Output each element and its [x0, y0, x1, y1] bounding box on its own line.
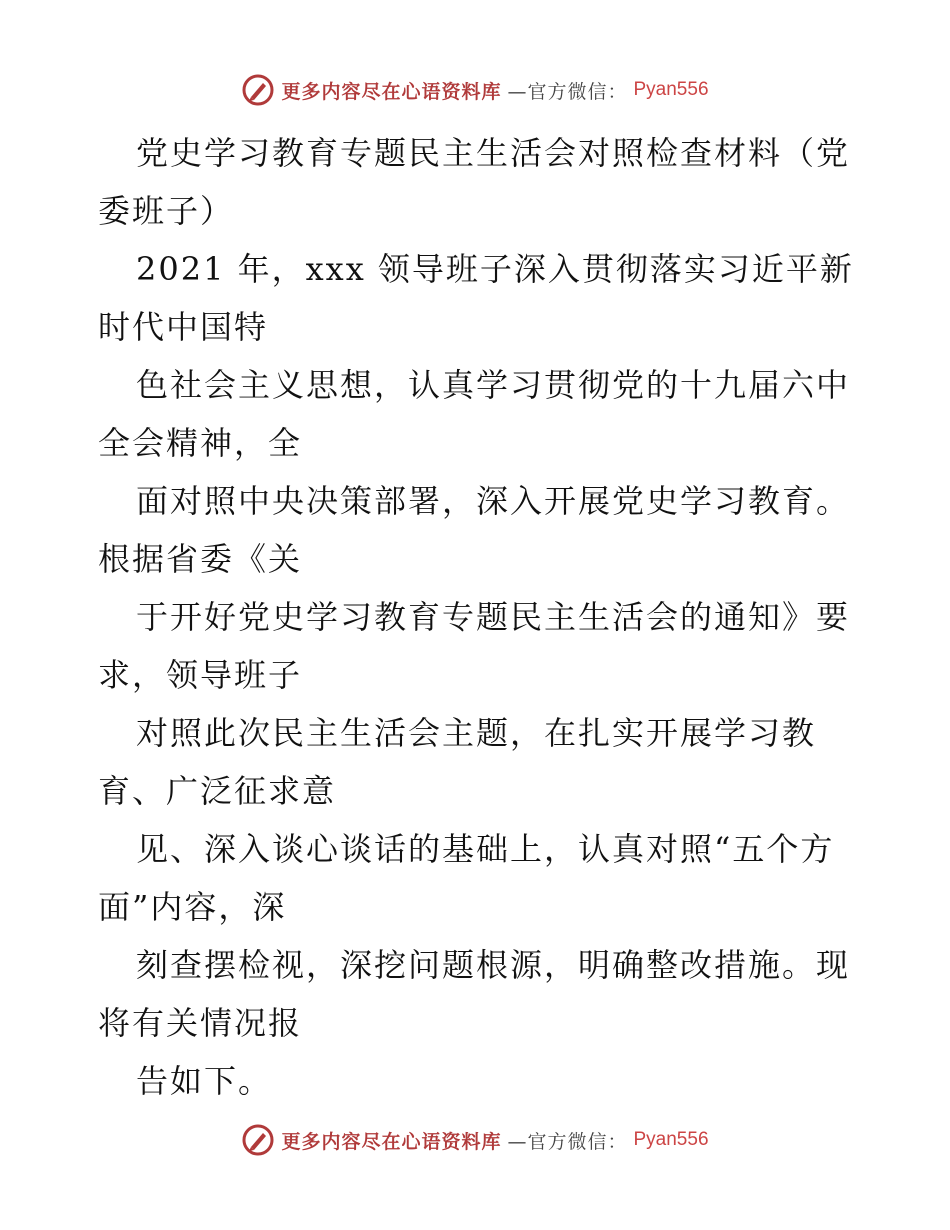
- paragraph-line: 求，领导班子: [98, 656, 303, 694]
- paragraph-line: 见、深入谈心谈话的基础上，认真对照“五个方: [136, 830, 835, 868]
- document-title-line-1: 党史学习教育专题民主生活会对照检查材料（党: [136, 134, 851, 172]
- paragraph-line: 面对照中央决策部署，深入开展党史学习教育。: [136, 482, 851, 520]
- footer-banner-separator: —官方微信：: [507, 1130, 628, 1153]
- paragraph-line: 于开好党史学习教育专题民主生活会的通知》要: [136, 598, 851, 636]
- document-title-line-2: 委班子）: [98, 192, 235, 230]
- footer-banner: [0, 1120, 950, 1160]
- pen-circle-logo-icon: [241, 73, 275, 107]
- footer-wechat-id: Pyan556: [633, 1129, 709, 1150]
- paragraph-line: 全会精神，全: [98, 424, 303, 462]
- paragraph-line: 根据省委《关: [98, 540, 303, 578]
- paragraph-line: 面”内容，深: [98, 888, 287, 926]
- paragraph-line: 色社会主义思想，认真学习贯彻党的十九届六中: [136, 366, 851, 404]
- pen-circle-logo-icon: [241, 1123, 275, 1157]
- paragraph-line: 对照此次民主生活会主题，在扎实开展学习教: [136, 714, 817, 752]
- header-wechat-id: Pyan556: [633, 79, 709, 100]
- footer-banner-text: 更多内容尽在心语资料库: [281, 1130, 502, 1153]
- paragraph-line: 时代中国特: [98, 308, 269, 346]
- paragraph-line: 将有关情况报: [98, 1004, 303, 1042]
- paragraph-line: 刻查摆检视，深挖问题根源，明确整改措施。现: [136, 946, 851, 984]
- paragraph-line: 2021 年，xxx 领导班子深入贯彻落实习近平新: [136, 250, 854, 288]
- header-banner-text: 更多内容尽在心语资料库: [281, 80, 502, 103]
- paragraph-line: 育、广泛征求意: [98, 772, 337, 810]
- header-banner-content: [241, 73, 708, 107]
- paragraph-line: 告如下。: [136, 1062, 273, 1100]
- header-banner: [0, 70, 950, 110]
- header-banner-separator: —官方微信：: [507, 80, 628, 103]
- footer-banner-content: [241, 1123, 708, 1157]
- document-body: [98, 124, 858, 1110]
